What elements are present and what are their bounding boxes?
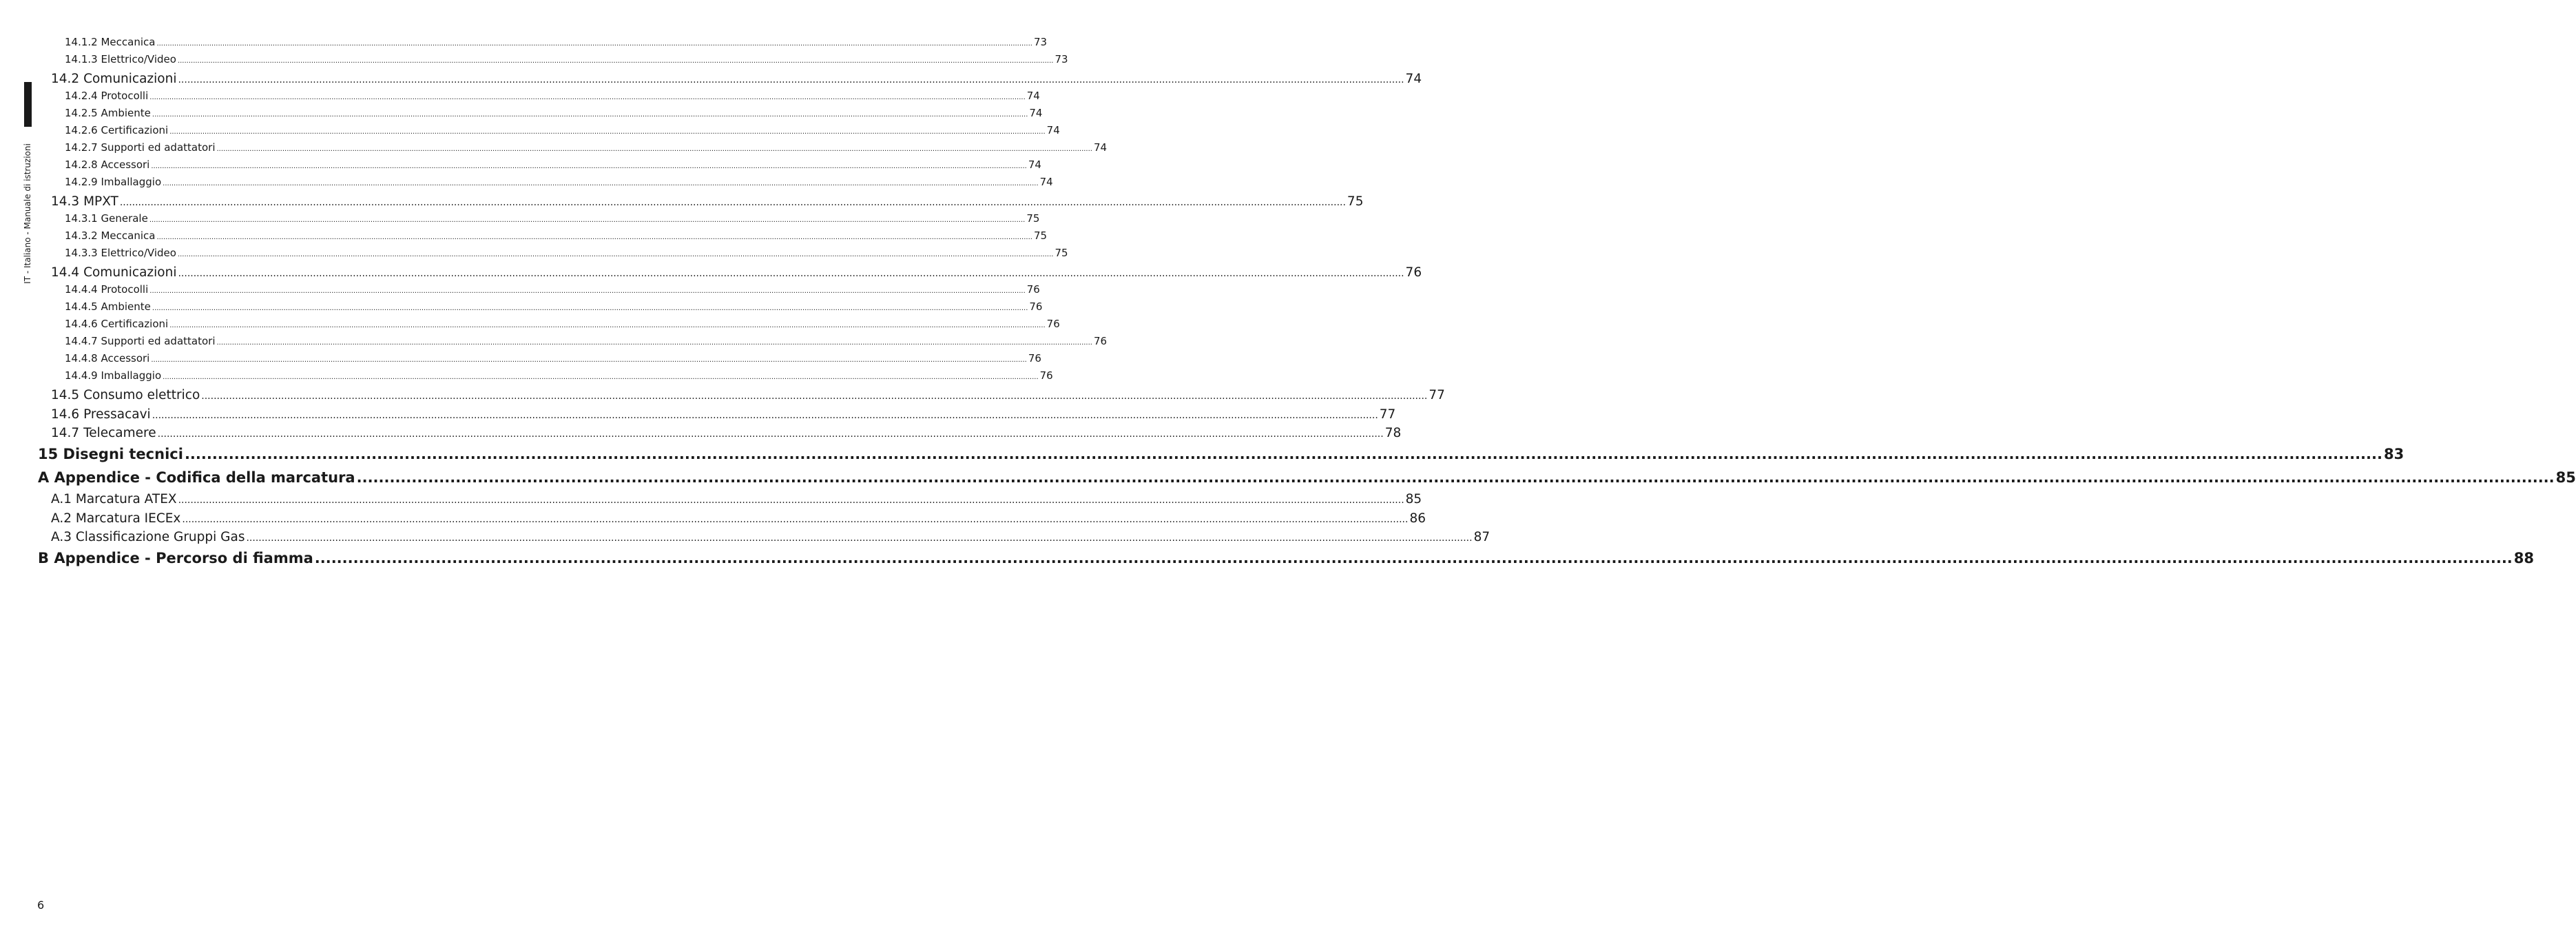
toc-dot-leader: ................................................................................................................................................................................................................................................................................................................................................................................................................: [216, 145, 1092, 153]
toc-entry-title: 14.4.4 Protocolli: [65, 283, 149, 296]
toc-dot-leader: ................................................................................................................................................................................................................................................................................................................................................................................................................: [356, 469, 2555, 486]
toc-entry-title: 14.6 Pressacavi: [51, 407, 151, 422]
toc-entry[interactable]: [65, 318, 1060, 331]
toc-entry-title: 14.4.9 Imballaggio: [65, 369, 162, 382]
toc-entry[interactable]: [65, 124, 1060, 137]
toc-entry-page: 87: [1473, 530, 1490, 544]
toc-entry-title: 14.3.1 Generale: [65, 212, 148, 225]
toc-dot-leader: ................................................................................................................................................................................................................................................................................................................................................................................................................: [119, 197, 1346, 208]
toc-entry-page: 77: [1379, 407, 1396, 422]
toc-dot-leader: ................................................................................................................................................................................................................................................................................................................................................................................................................: [152, 410, 1378, 421]
toc-entry-page: 74: [1026, 90, 1040, 102]
toc-dot-leader: ................................................................................................................................................................................................................................................................................................................................................................................................................: [169, 128, 1046, 136]
toc-dot-leader: ................................................................................................................................................................................................................................................................................................................................................................................................................: [151, 163, 1027, 170]
toc-entry[interactable]: [65, 176, 1053, 189]
toc-dot-leader: ................................................................................................................................................................................................................................................................................................................................................................................................................: [149, 216, 1026, 224]
toc-entry-page: 75: [1033, 229, 1048, 242]
toc-dot-leader: ................................................................................................................................................................................................................................................................................................................................................................................................................: [178, 74, 1404, 85]
toc-entry-page: 76: [1029, 300, 1043, 313]
toc-entry[interactable]: [51, 388, 1445, 403]
toc-dot-leader: ................................................................................................................................................................................................................................................................................................................................................................................................................: [169, 322, 1046, 329]
toc-entry-title: 14.2.9 Imballaggio: [65, 176, 162, 188]
toc-entry-page: 76: [1026, 283, 1040, 296]
toc-entry-page: 83: [2383, 446, 2404, 462]
toc-entry-title: 14.1.2 Meccanica: [65, 36, 156, 48]
toc-entry-title: 14.2.4 Protocolli: [65, 90, 149, 102]
toc-entry-title: 14.3 MPXT: [51, 194, 118, 209]
toc-entry-page: 76: [1405, 265, 1422, 280]
toc-entry-title: 14.2.8 Accessori: [65, 158, 150, 171]
toc-entry-title: 14.4.7 Supporti ed adattatori: [65, 335, 216, 347]
toc-entry-page: 74: [1046, 124, 1060, 136]
toc-entry-page: 74: [1029, 107, 1043, 119]
toc-entry-page: 76: [1039, 369, 1053, 382]
toc-entry-title: 14.5 Consumo elettrico: [51, 388, 200, 402]
toc-entry[interactable]: [65, 300, 1043, 314]
toc-entry[interactable]: [51, 492, 1422, 507]
toc-entry-page: 85: [1405, 492, 1422, 506]
toc-entry-title: 14.4 Comunicazioni: [51, 265, 177, 280]
toc-entry-page: 73: [1033, 36, 1048, 48]
toc-dot-leader: ................................................................................................................................................................................................................................................................................................................................................................................................................: [178, 268, 1404, 279]
toc-dot-leader: ................................................................................................................................................................................................................................................................................................................................................................................................................: [163, 180, 1039, 187]
toc-entry-title: 14.2.6 Certificazioni: [65, 124, 169, 136]
toc-entry-page: 88: [2513, 550, 2535, 566]
toc-entry-title: 14.3.3 Elettrico/Video: [65, 247, 176, 259]
toc-entry[interactable]: [51, 530, 1490, 545]
toc-entry-title: A Appendice - Codifica della marcatura: [38, 469, 355, 486]
toc-entry[interactable]: [65, 141, 1108, 154]
toc-dot-leader: ................................................................................................................................................................................................................................................................................................................................................................................................................: [152, 305, 1028, 312]
toc-entry-title: 14.2.7 Supporti ed adattatori: [65, 141, 216, 154]
toc-entry-page: 86: [1409, 511, 1426, 526]
toc-dot-leader: ................................................................................................................................................................................................................................................................................................................................................................................................................: [246, 533, 1473, 544]
toc-entry-title: A.1 Marcatura ATEX: [51, 492, 177, 506]
toc-entry-title: 14.2 Comunicazioni: [51, 72, 177, 86]
toc-entry[interactable]: [65, 335, 1108, 348]
toc-entry[interactable]: [51, 265, 1422, 280]
toc-entry-page: 74: [1028, 158, 1041, 171]
side-language-label: IT - Italiano - Manuale di istruzioni: [23, 143, 32, 284]
toc-entry[interactable]: [51, 194, 1364, 209]
toc-dot-leader: ................................................................................................................................................................................................................................................................................................................................................................................................................: [156, 234, 1032, 241]
toc-entry-title: A.2 Marcatura IECEx: [51, 511, 181, 526]
toc-entry[interactable]: [65, 247, 1068, 260]
toc-dot-leader: ................................................................................................................................................................................................................................................................................................................................................................................................................: [149, 94, 1026, 101]
toc-entry-page: 75: [1055, 247, 1068, 259]
toc-dot-leader: ................................................................................................................................................................................................................................................................................................................................................................................................................: [157, 429, 1384, 440]
side-tab-marker: [24, 82, 32, 127]
toc-entry[interactable]: [51, 72, 1422, 87]
toc-entry[interactable]: [51, 511, 1426, 526]
toc-entry[interactable]: [65, 107, 1043, 120]
toc-dot-leader: ................................................................................................................................................................................................................................................................................................................................................................................................................: [201, 391, 1428, 402]
toc-entry[interactable]: [38, 550, 2535, 568]
toc-entry[interactable]: [65, 212, 1040, 225]
toc-dot-leader: ................................................................................................................................................................................................................................................................................................................................................................................................................: [216, 339, 1092, 347]
toc-entry[interactable]: [65, 90, 1040, 103]
toc-entry[interactable]: [65, 229, 1048, 243]
toc-dot-leader: ................................................................................................................................................................................................................................................................................................................................................................................................................: [151, 356, 1027, 364]
toc-entry-title: 14.7 Telecamere: [51, 426, 156, 440]
toc-dot-leader: ................................................................................................................................................................................................................................................................................................................................................................................................................: [184, 446, 2382, 462]
toc-entry-page: 75: [1026, 212, 1040, 225]
toc-entry-title: 15 Disegni tecnici: [38, 446, 183, 462]
toc-dot-leader: ................................................................................................................................................................................................................................................................................................................................................................................................................: [156, 40, 1032, 48]
toc-entry[interactable]: [65, 36, 1048, 49]
page-number: 6: [37, 899, 45, 912]
toc-entry-title: B Appendice - Percorso di fiamma: [38, 550, 313, 566]
toc-dot-leader: ................................................................................................................................................................................................................................................................................................................................................................................................................: [177, 57, 1054, 65]
toc-entry-page: 85: [2555, 469, 2576, 486]
toc-entry-page: 76: [1093, 335, 1108, 347]
toc-entry[interactable]: [51, 426, 1402, 441]
toc-dot-leader: ................................................................................................................................................................................................................................................................................................................................................................................................................: [178, 495, 1404, 506]
toc-dot-leader: ................................................................................................................................................................................................................................................................................................................................................................................................................: [152, 111, 1028, 119]
toc-entry-title: 14.2.5 Ambiente: [65, 107, 151, 119]
toc-entry[interactable]: [65, 53, 1068, 66]
toc-entry-title: 14.1.3 Elettrico/Video: [65, 53, 176, 65]
toc-entry-page: 76: [1046, 318, 1060, 330]
toc-dot-leader: ................................................................................................................................................................................................................................................................................................................................................................................................................: [182, 514, 1409, 525]
toc-entry-page: 76: [1028, 352, 1041, 365]
toc-entry-page: 73: [1055, 53, 1068, 65]
toc-entry-title: A.3 Classificazione Gruppi Gas: [51, 530, 245, 544]
toc-entry[interactable]: [65, 158, 1041, 172]
toc-entry-page: 74: [1405, 72, 1422, 86]
toc-entry-page: 75: [1347, 194, 1364, 209]
toc-entry-page: 74: [1039, 176, 1053, 188]
toc-entry[interactable]: [65, 369, 1053, 382]
toc-entry-page: 77: [1429, 388, 1445, 402]
toc-dot-leader: ................................................................................................................................................................................................................................................................................................................................................................................................................: [177, 251, 1054, 258]
toc-entry-page: 78: [1384, 426, 1402, 440]
toc-entry[interactable]: [65, 283, 1040, 296]
toc-entry[interactable]: [38, 446, 2404, 464]
toc-entry[interactable]: [38, 469, 2576, 487]
toc-dot-leader: ................................................................................................................................................................................................................................................................................................................................................................................................................: [314, 550, 2513, 566]
toc-entry-title: 14.4.5 Ambiente: [65, 300, 151, 313]
toc-entry-page: 74: [1093, 141, 1108, 154]
toc-entry-title: 14.4.6 Certificazioni: [65, 318, 169, 330]
toc-entry[interactable]: [65, 352, 1041, 365]
toc-entry-title: 14.4.8 Accessori: [65, 352, 150, 365]
toc-dot-leader: ................................................................................................................................................................................................................................................................................................................................................................................................................: [163, 373, 1039, 381]
toc-dot-leader: ................................................................................................................................................................................................................................................................................................................................................................................................................: [149, 287, 1026, 295]
toc-entry-title: 14.3.2 Meccanica: [65, 229, 156, 242]
toc-entry[interactable]: [51, 407, 1396, 422]
